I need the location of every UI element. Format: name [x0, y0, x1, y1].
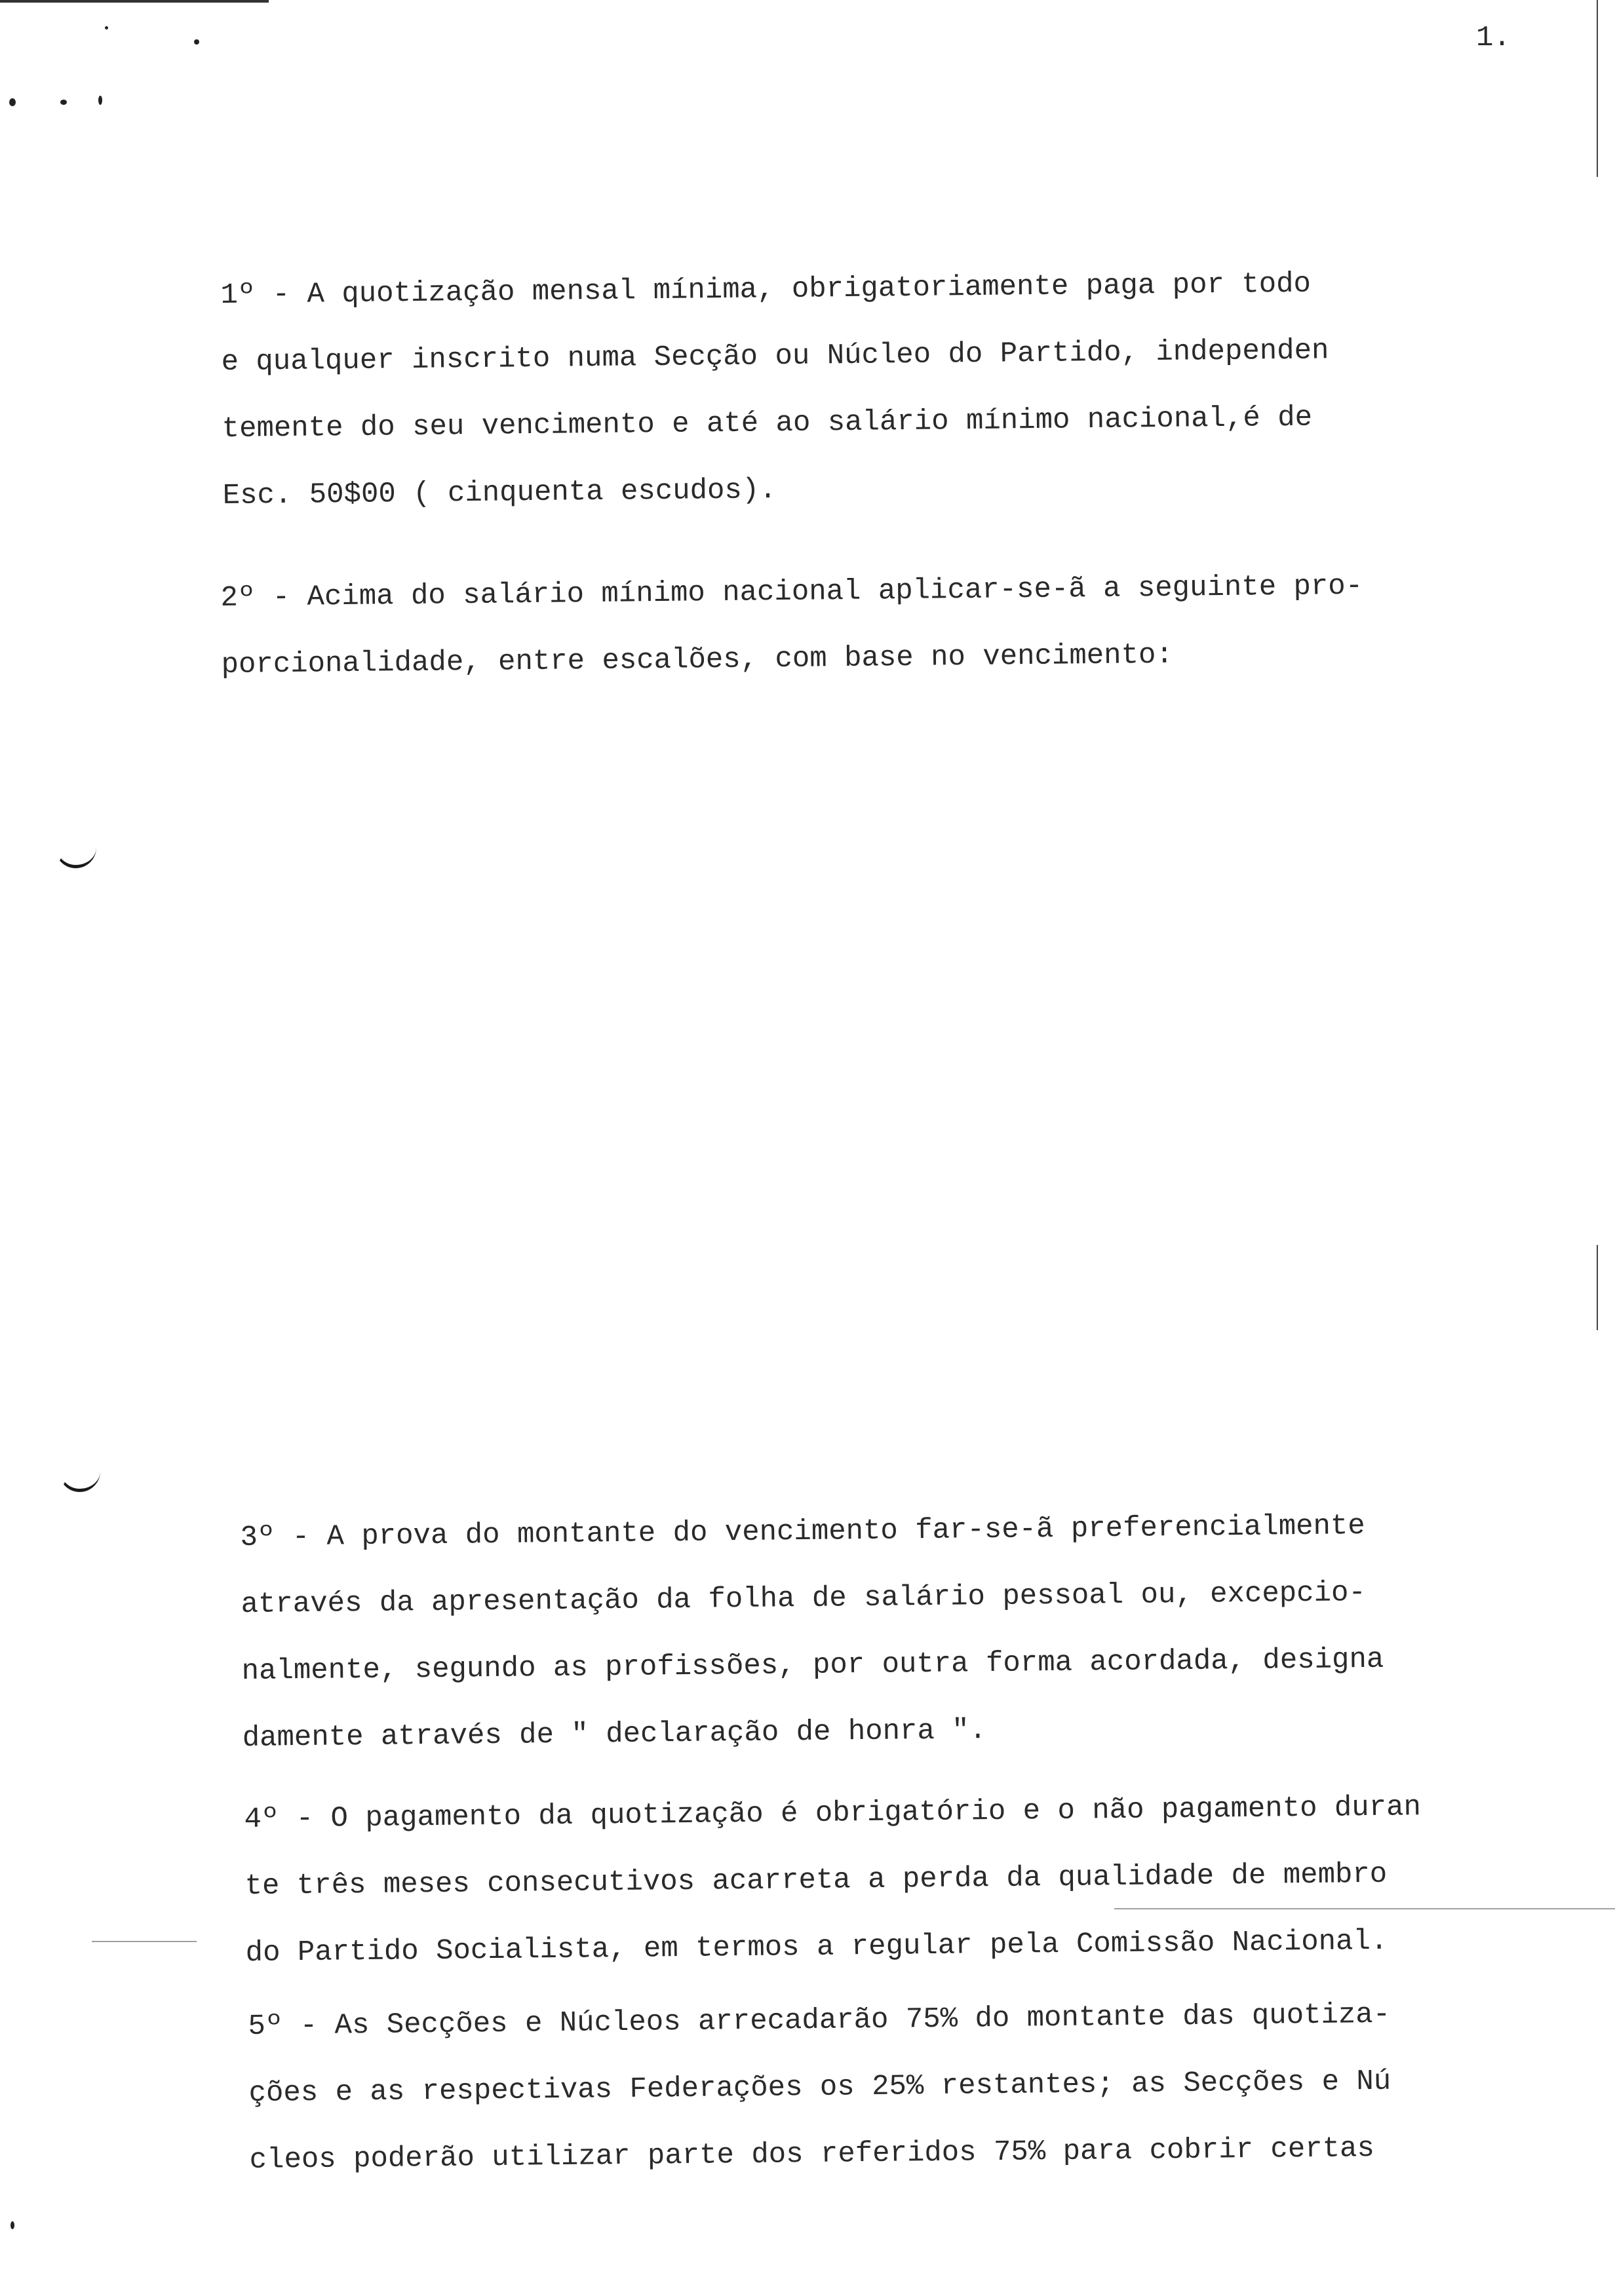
text-line: do Partido Socialista, em termos a regular pela Comissão Nacional. — [245, 1924, 1388, 1970]
page-number: 1. — [1476, 22, 1511, 54]
paragraph-3 — [240, 1493, 1385, 1772]
margin-speck — [194, 39, 199, 45]
margin-speck — [10, 2221, 14, 2229]
paragraph-4 — [244, 1774, 1423, 1987]
text-line: 1º - A quotização mensal mínima, obrigatoriamente paga por todo — [220, 267, 1312, 312]
text-line: temente do seu vencimento e até ao salário mínimo nacional,é de — [222, 401, 1313, 446]
text-line: damente através de " declaração de honra ". — [242, 1714, 987, 1755]
text-line: Esc. 50$00 ( cinquenta escudos). — [222, 474, 777, 512]
text-line: nalmente, segundo as profissões, por outra forma acordada, designa — [241, 1643, 1384, 1688]
punch-hole-mark — [55, 843, 96, 868]
punch-hole-mark — [59, 1466, 100, 1492]
scan-edge-line — [1597, 0, 1598, 177]
text-line: e qualquer inscrito numa Secção ou Núcleo do Partido, independen — [221, 334, 1329, 379]
text-line: 2º - Acima do salário mínimo nacional aplicar-se-ã a seguinte pro- — [220, 569, 1363, 615]
paragraph-5 — [248, 1981, 1392, 2194]
margin-speck — [98, 96, 102, 105]
text-line: 5º - As Secções e Núcleos arrecadarão 75% do montante das quotiza- — [248, 1998, 1391, 2043]
text-line: 3º - A prova do montante do vencimento far-se-ã preferencialmente — [240, 1510, 1365, 1554]
scan-edge-line — [1597, 1245, 1598, 1330]
text-line: te três meses consecutivos acarreta a perda da qualidade de membro — [244, 1858, 1388, 1903]
margin-speck — [9, 98, 16, 106]
text-line: porcionalidade, entre escalões, com base no vencimento: — [221, 638, 1174, 681]
paragraph-2 — [220, 553, 1364, 698]
paragraph-1 — [220, 250, 1331, 529]
margin-speck — [105, 26, 108, 29]
stray-rule — [92, 1941, 197, 1942]
text-line: cleos poderão utilizar parte dos referidos 75% para cobrir certas — [249, 2132, 1375, 2177]
text-line: ções e as respectivas Federações os 25% restantes; as Secções e Nú — [248, 2065, 1391, 2110]
margin-speck — [60, 100, 67, 105]
text-line: através da apresentação da folha de salário pessoal ou, excepcio- — [241, 1577, 1367, 1621]
top-rule — [0, 0, 269, 3]
text-line: 4º - O pagamento da quotização é obrigatório e o não pagamento duran — [244, 1791, 1422, 1836]
